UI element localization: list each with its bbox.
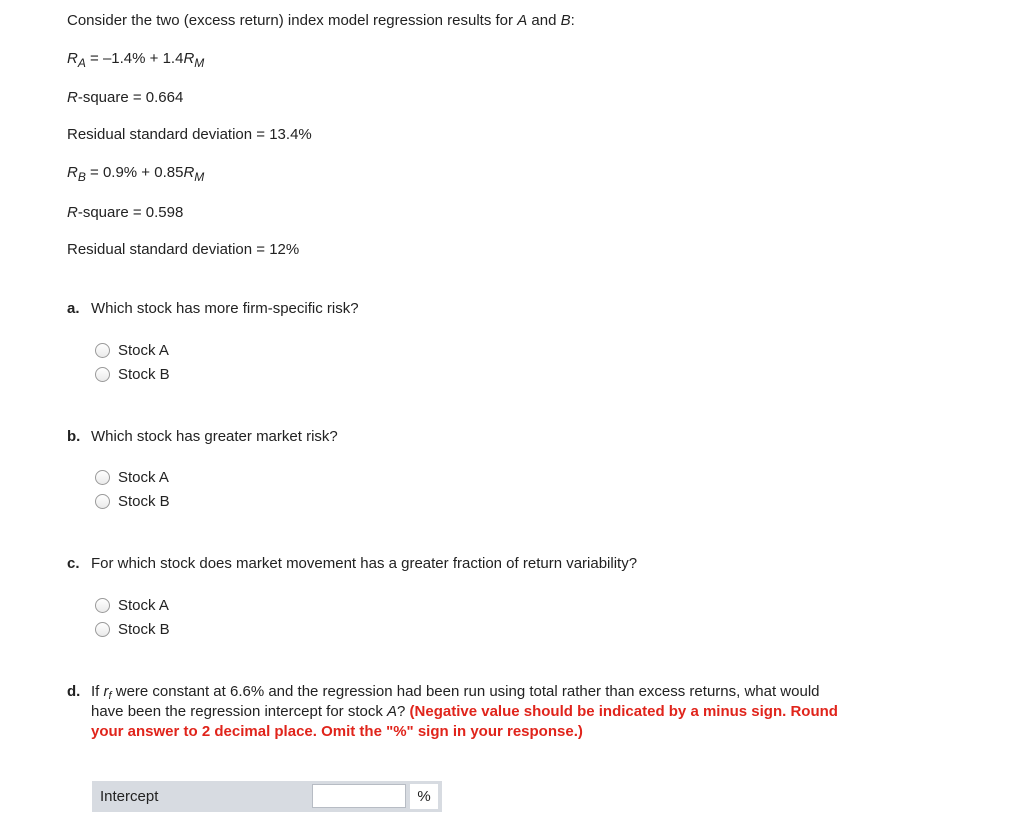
eq-a-rhs-text: = –1.4% + 1.4: [85, 50, 184, 67]
radio-button[interactable]: [95, 494, 110, 509]
rsquare-a-var: R: [67, 89, 78, 106]
intro-var-b: B: [560, 12, 571, 29]
intercept-input[interactable]: [312, 784, 406, 808]
question-c-letter: c.: [67, 555, 80, 572]
percent-unit: %: [410, 784, 438, 809]
question-d-if: If: [91, 683, 104, 700]
question-d-instructions: (Negative value should be indicated by a minus sign. Round your answer to 2 decimal place. Omit the "%" sign in your response.): [91, 703, 838, 740]
question-d-stock-var: A: [387, 703, 398, 720]
eq-b-rhs-sub: M: [194, 170, 205, 184]
question-d-qmark: ?: [397, 703, 410, 720]
eq-a-rhs-var: R: [183, 50, 195, 67]
question-c-option-stock-a[interactable]: [95, 595, 169, 615]
eq-a-lhs-sub: A: [77, 56, 86, 70]
question-b-letter: b.: [67, 428, 81, 445]
option-label: Stock B: [118, 365, 170, 383]
risk-free-rate-symbol: [104, 683, 112, 700]
question-d-text: [91, 682, 851, 742]
radio-button[interactable]: [95, 343, 110, 358]
rsquare-a-value: -square = 0.664: [77, 89, 184, 106]
residual-sd-b: Residual standard deviation = 12%: [67, 241, 300, 258]
intro-var-a: A: [517, 12, 528, 29]
question-c-text: For which stock does market movement has a greater fraction of return variability?: [91, 555, 638, 572]
radio-button[interactable]: [95, 367, 110, 382]
question-d-letter: d.: [67, 683, 81, 700]
radio-button[interactable]: [95, 622, 110, 637]
eq-b-rhs-var: R: [183, 164, 195, 181]
question-d-body: were constant at 6.6% and the regression had been run using total rather than excess returns, what would have been the regression intercept for stock: [91, 683, 820, 720]
option-label: Stock A: [118, 596, 169, 614]
rsquare-a: [67, 89, 183, 106]
rsquare-b: [67, 204, 183, 221]
answer-table: [92, 781, 442, 812]
question-a-text: Which stock has more firm-specific risk?: [91, 300, 359, 317]
radio-button[interactable]: [95, 470, 110, 485]
option-label: Stock A: [118, 341, 169, 359]
intro-colon: :: [570, 12, 575, 29]
option-label: Stock B: [118, 620, 170, 638]
eq-b-rhs-text: = 0.9% + 0.85: [85, 164, 184, 181]
equation-b: [67, 164, 205, 184]
rf-var: r: [103, 683, 109, 700]
equation-a: [67, 50, 205, 70]
eq-b-lhs-sub: B: [77, 170, 86, 184]
eq-b-lhs-var: R: [67, 164, 78, 181]
residual-sd-a: Residual standard deviation = 13.4%: [67, 126, 312, 143]
option-label: Stock A: [118, 468, 169, 486]
question-a-option-stock-b[interactable]: [95, 364, 170, 384]
eq-a-rhs-sub: M: [194, 56, 205, 70]
question-b-option-stock-b[interactable]: [95, 491, 170, 511]
intro-prefix: Consider the two (excess return) index model regression results for: [67, 12, 518, 29]
intercept-label: Intercept: [100, 788, 159, 805]
intro-text: [67, 12, 575, 29]
intro-and: and: [527, 12, 561, 29]
option-label: Stock B: [118, 492, 170, 510]
question-c-option-stock-b[interactable]: [95, 619, 170, 639]
question-a-option-stock-a[interactable]: [95, 340, 169, 360]
rf-sub: f: [108, 690, 112, 702]
question-b-option-stock-a[interactable]: [95, 467, 169, 487]
question-a-letter: a.: [67, 300, 80, 317]
radio-button[interactable]: [95, 598, 110, 613]
rsquare-b-var: R: [67, 204, 78, 221]
eq-a-lhs-var: R: [67, 50, 78, 67]
rsquare-b-value: -square = 0.598: [77, 204, 184, 221]
question-b-text: Which stock has greater market risk?: [91, 428, 338, 445]
